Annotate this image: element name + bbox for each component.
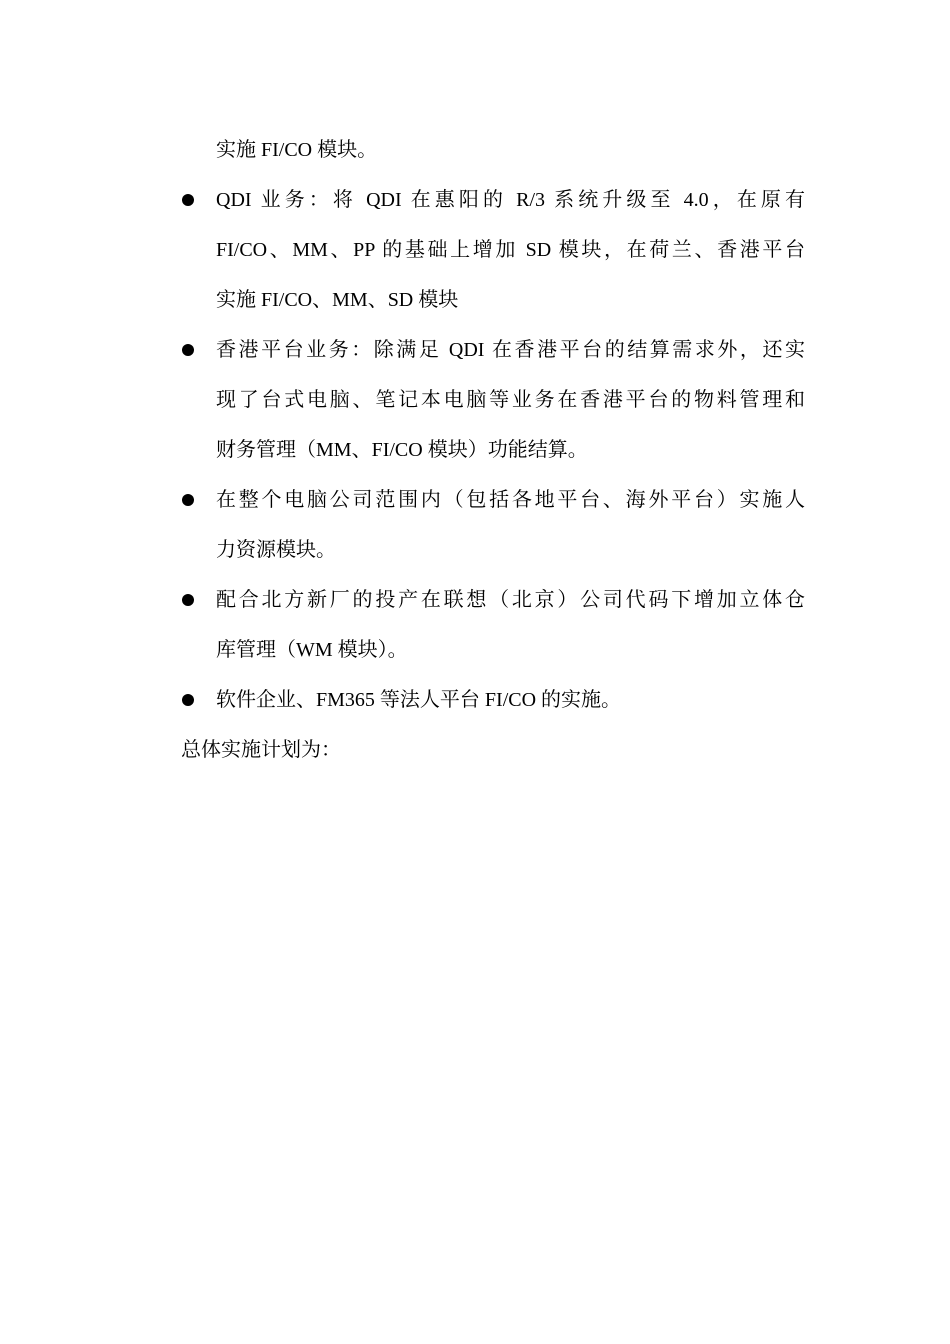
bullet-item: [181, 475, 805, 525]
text-line: 力资源模块。: [216, 539, 336, 561]
summary-line: 总体实施计划为：: [181, 739, 341, 761]
text-line: 库管理（WM 模块）。: [216, 639, 408, 661]
bullet-item: [181, 325, 805, 375]
bullet-text: 配合北方新厂的投产在联想（北京）公司代码下增加立体仓: [216, 589, 805, 611]
text-line: 现了台式电脑、笔记本电脑等业务在香港平台的物料管理和: [216, 389, 805, 411]
bullet-item: [181, 675, 805, 725]
bullet-text: 软件企业、FM365 等法人平台 FI/CO 的实施。: [216, 689, 622, 711]
bullet-icon: [182, 344, 194, 356]
bullet-icon: [182, 594, 194, 606]
bullet-text: 香港平台业务：除满足 QDI 在香港平台的结算需求外，还实: [216, 339, 805, 361]
bullet-icon: [182, 494, 194, 506]
text-line: 财务管理（MM、FI/CO 模块）功能结算。: [216, 439, 588, 461]
bullet-item: [181, 575, 805, 625]
bullet-text: 在整个电脑公司范围内（包括各地平台、海外平台）实施人: [216, 489, 805, 511]
text-line: 实施 FI/CO 模块。: [216, 139, 378, 161]
bullet-item: [181, 175, 805, 225]
document-content: [181, 125, 805, 775]
bullet-icon: [182, 194, 194, 206]
bullet-icon: [182, 694, 194, 706]
bullet-text: QDI 业务：将 QDI 在惠阳的 R/3 系统升级至 4.0，在原有: [216, 189, 805, 211]
text-line: 实施 FI/CO、MM、SD 模块: [216, 289, 459, 311]
text-line: FI/CO、MM、PP 的基础上增加 SD 模块，在荷兰、香港平台: [216, 239, 805, 261]
